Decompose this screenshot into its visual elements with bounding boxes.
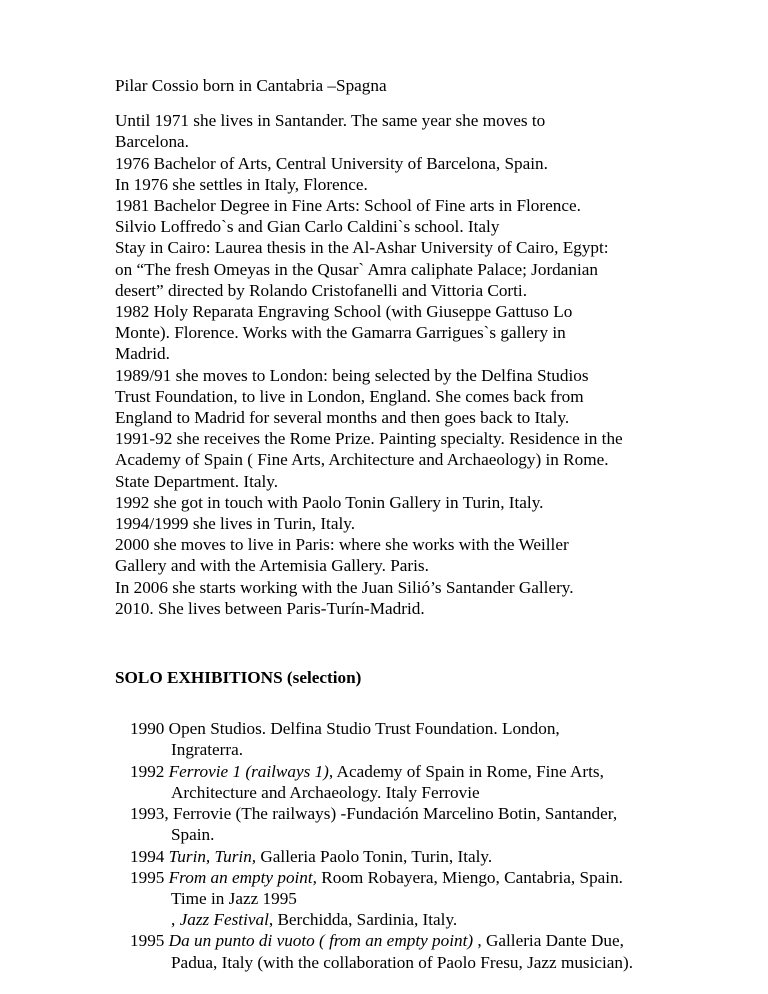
bio-line: 1989/91 she moves to London: being selected by the Delfina Studios — [115, 365, 589, 385]
spacer — [115, 619, 755, 667]
bio-line: England to Madrid for several months and then goes back to Italy. — [115, 408, 570, 428]
entry-title: Turin, Turin, — [168, 846, 257, 866]
bio-line: Monte). Florence. Works with the Gamarra Garrigues`s gallery in — [115, 323, 566, 343]
bio-line: Barcelona. — [115, 132, 189, 152]
entry-year: 1995 — [130, 867, 169, 887]
entry-line — [130, 761, 755, 782]
entry-details: Galleria Paolo Tonin, Turin, Italy. — [256, 846, 493, 866]
entry-line — [130, 909, 755, 930]
bio-line: 1981 Bachelor Degree in Fine Arts: School of Fine arts in Florence. — [115, 196, 581, 216]
bio-line: 1991-92 she receives the Rome Prize. Painting specialty. Residence in the — [115, 429, 623, 449]
bio-line: Until 1971 she lives in Santander. The same year she moves to — [115, 111, 546, 131]
solo-exhibitions-list — [130, 718, 755, 972]
entry-details: , Academy of Spain in Rome, Fine Arts, — [328, 761, 604, 781]
exhibition-entry — [130, 718, 755, 760]
bio-line: desert” directed by Rolando Cristofanelli and Vittoria Corti. — [115, 280, 528, 300]
entry-line: Ingraterra. — [171, 740, 244, 760]
bio-line: Stay in Cairo: Laurea thesis in the Al-Ashar University of Cairo, Egypt: — [115, 238, 609, 258]
entry-line: Padua, Italy (with the collaboration of Paolo Fresu, Jazz musician). — [171, 952, 634, 972]
entry-title: From an empty point, — [168, 867, 317, 887]
entry-year: 1995 — [130, 931, 169, 951]
entry-line — [130, 867, 755, 888]
entry-line: Architecture and Archaeology. Italy Ferrovie — [171, 782, 480, 802]
entry-details: , Berchidda, Sardinia, Italy. — [268, 910, 458, 930]
entry-year: 1992 — [130, 761, 169, 781]
bio-paragraph — [115, 110, 755, 619]
entry-year: 1994 — [130, 846, 169, 866]
exhibition-entry — [130, 761, 755, 803]
entry-title: Da un punto di vuoto ( from an empty point) — [168, 931, 474, 951]
bio-line: In 1976 she settles in Italy, Florence. — [115, 174, 368, 194]
bio-line: Academy of Spain ( Fine Arts, Architecture and Archaeology) in Rome. — [115, 450, 609, 470]
bio-line: 1982 Holy Reparata Engraving School (with Giuseppe Gattuso Lo — [115, 302, 573, 322]
entry-line: 1990 Open Studios. Delfina Studio Trust Foundation. London, — [130, 719, 560, 739]
bio-line: 2000 she moves to live in Paris: where she works with the Weiller — [115, 535, 569, 555]
spacer — [115, 96, 755, 110]
bio-line: Gallery and with the Artemisia Gallery. Paris. — [115, 556, 429, 576]
bio-intro: Pilar Cossio born in Cantabria –Spagna — [115, 76, 387, 95]
entry-line: 1993, Ferrovie (The railways) -Fundación Marcelino Botin, Santander, — [130, 804, 618, 824]
exhibition-entry — [130, 846, 755, 867]
bio-line: Silvio Loffredo`s and Gian Carlo Caldini`s school. Italy — [115, 217, 500, 237]
bio-line: Madrid. — [115, 344, 170, 364]
solo-exhibitions-heading: SOLO EXHIBITIONS (selection) — [115, 668, 362, 688]
entry-title: Jazz Festival — [179, 910, 269, 930]
exhibition-entry — [130, 803, 755, 845]
entry-details: , Galleria Dante Due, — [473, 931, 624, 951]
entry-line: Time in Jazz 1995 — [171, 888, 297, 908]
bio-line: 1976 Bachelor of Arts, Central University of Barcelona, Spain. — [115, 153, 548, 173]
entry-line — [130, 930, 755, 951]
bio-line: 2010. She lives between Paris-Turín-Madrid. — [115, 598, 425, 618]
bio-line: 1992 she got in touch with Paolo Tonin Gallery in Turin, Italy. — [115, 492, 544, 512]
entry-title: Ferrovie 1 (railways 1) — [168, 761, 329, 781]
spacer — [115, 688, 755, 718]
bio-line: In 2006 she starts working with the Juan Silió’s Santander Gallery. — [115, 577, 574, 597]
exhibition-entry — [130, 867, 755, 931]
entry-details: Room Robayera, Miengo, Cantabria, Spain. — [316, 867, 623, 887]
entry-line: Spain. — [171, 825, 215, 845]
entry-line — [130, 846, 755, 867]
document-page — [115, 75, 755, 973]
bio-line: on “The fresh Omeyas in the Qusar` Amra caliphate Palace; Jordanian — [115, 259, 598, 279]
bio-line: State Department. Italy. — [115, 471, 279, 491]
entry-prefix: , — [171, 910, 180, 930]
bio-line: Trust Foundation, to live in London, England. She comes back from — [115, 386, 584, 406]
bio-line: 1994/1999 she lives in Turin, Italy. — [115, 514, 355, 534]
exhibition-entry — [130, 930, 755, 972]
